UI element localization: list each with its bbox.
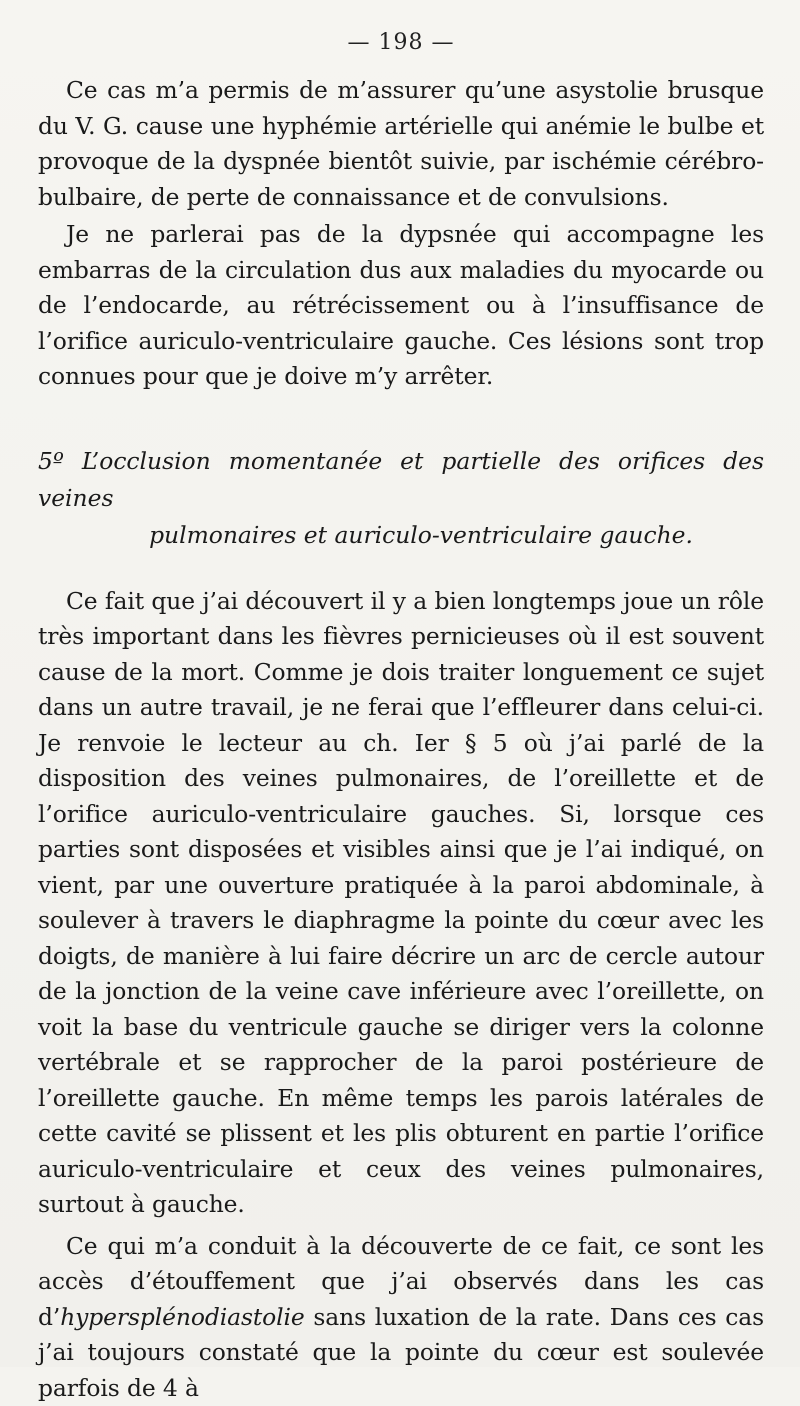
paragraph-occlusion: Ce fait que j’ai découvert il y a bien longtemps joue un rôle très important dans les fièvres pernicieuses où il est souvent cause de la mort. Comme je dois traiter longuement ce sujet dans un autre travail, je ne ferai que l’effleurer dans celui-ci. Je renvoie le lecteur au ch. Ier § 5 où j’ai parlé de la disposition des veines pulmonaires, de l’oreillette et de l’orifice auriculo-ventriculaire gauches. Si, lorsque ces parties sont disposées et visibles ainsi que je l’ai indiqué, on vient, par une ouverture pratiquée à la paroi abdominale, à soulever à travers le diaphragme la pointe du cœur avec les doigts, de manière à lui faire décrire un arc de cercle autour de la jonction de la veine cave inférieure avec l’oreillette, on voit la base du ventricule gauche se diriger vers la colonne vertébrale et se rapprocher de la paroi postérieure de l’oreillette gauche. En même temps les parois latérales de cette cavité se plissent et les plis obturent en partie l’orifice auriculo-ventriculaire et ceux des veines pulmonaires, surtout à gauche. [38, 584, 764, 1223]
section-heading-line-2: pulmonaires et auriculo-ventriculaire gauche. [38, 517, 764, 554]
paragraph-dyspnee: Je ne parlerai pas de la dypsnée qui accompagne les embarras de la circulation dus aux maladies du myocarde ou de l’endocarde, au rétrécissement ou à l’insuffisance de l’orifice auriculo-ventriculaire gauche. Ces lésions sont trop connues pour que je doive m’y arrêter. [38, 217, 764, 395]
paragraph-decouverte-start: Ce qui m’a conduit à la découverte de ce fait, ce sont les accès d’étouffement que j’ai observés dans les cas d’ [38, 1232, 764, 1331]
term-hypersplenodiastolie: hypersplénodiastolie [60, 1303, 304, 1331]
paragraph-decouverte-end: sans luxation de la rate. Dans ces cas j’ai toujours constaté que la pointe du cœur est soulevée parfois de 4 à [38, 1303, 764, 1402]
section-heading [38, 443, 764, 554]
page-number: — 198 — [38, 30, 764, 55]
section-heading-line-1: 5º L’occlusion momentanée et partielle des orifices des veines [38, 443, 764, 517]
paragraph-asystolie: Ce cas m’a permis de m’assurer qu’une asystolie brusque du V. G. cause une hyphémie artérielle qui anémie le bulbe et provoque de la dyspnée bientôt suivie, par ischémie cérébro-bulbaire, de perte de connaissance et de convulsions. [38, 73, 764, 215]
paragraph-decouverte [38, 1229, 764, 1406]
